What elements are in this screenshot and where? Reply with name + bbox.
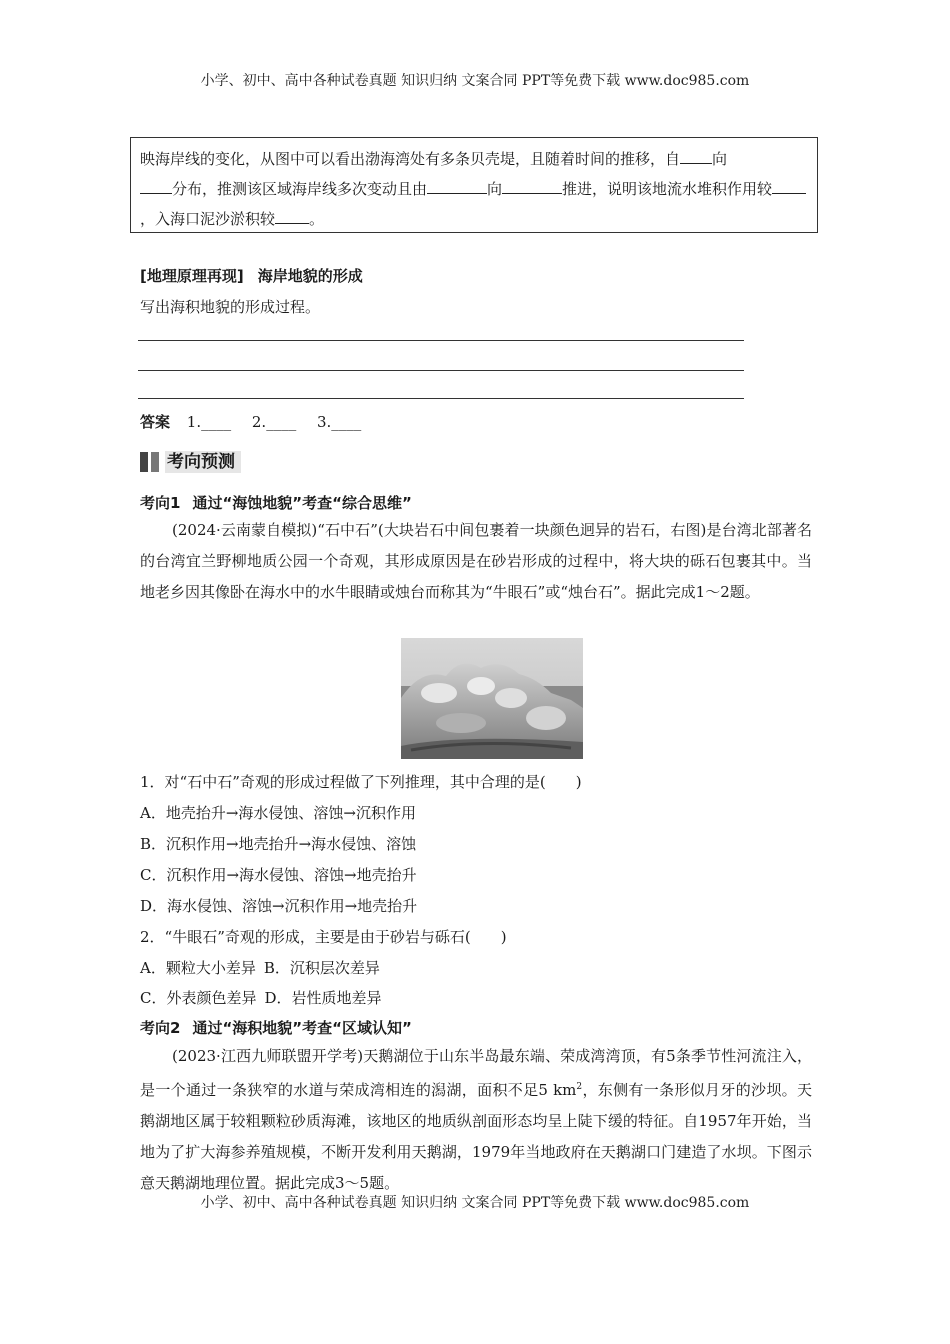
- box-text-3: 分布，推测该区域海岸线多次变动且由: [172, 180, 428, 198]
- q2-options-row-2: [140, 987, 382, 1008]
- blank[interactable]: [772, 177, 806, 194]
- kaoxiang-title: 通过“海蚀地貌”考查“综合思维”: [192, 494, 412, 512]
- answer-line[interactable]: [138, 398, 744, 399]
- box-text-4: 向: [487, 180, 503, 198]
- answer-item[interactable]: 3.____: [316, 413, 362, 431]
- box-text-2: 向: [712, 150, 728, 168]
- q2-option-c[interactable]: C．外表颜色差异: [140, 989, 257, 1007]
- box-paragraph: [140, 144, 810, 234]
- question-2: 2．“牛眼石”奇观的形成，主要是由于砂岩与砾石( ): [140, 928, 507, 946]
- answer-item[interactable]: 1.____: [186, 413, 232, 431]
- question-1: 1．对“石中石”奇观的形成过程做了下列推理，其中合理的是( ): [140, 773, 582, 791]
- answer-item[interactable]: 2.____: [251, 413, 297, 431]
- q2-options-row-1: [140, 957, 380, 978]
- superscript: 2: [576, 1082, 583, 1092]
- q2-option-d[interactable]: D．岩性质地差异: [264, 989, 382, 1007]
- answer-row: [140, 411, 377, 432]
- q2-option-a[interactable]: A．颗粒大小差异: [140, 959, 256, 977]
- box-text-1: 映海岸线的变化，从图中可以看出渤海湾处有多条贝壳堤，且随着时间的推移，自: [140, 150, 681, 168]
- page-footer: 小学、初中、高中各种试卷真题 知识归纳 文案合同 PPT等免费下载 www.doc985.com: [200, 1195, 750, 1211]
- principle-tag: [地理原理再现]: [140, 267, 244, 285]
- box-text-7: 。: [309, 210, 325, 228]
- kaoxiang-1-paragraph: (2024·云南蒙自模拟)“石中石”(大块岩石中间包裹着一块颜色迥异的岩石，右图)是台湾北部著名的台湾宜兰野柳地质公园一个奇观，其形成原因是在砂岩形成的过程中，将大块的砾石包裹其中。当地老乡因其像卧在海水中的水牛眼睛或烛台而称其为“牛眼石”或“烛台石”。据此完成1～2题。: [140, 521, 812, 601]
- kaoxiang-2-heading: [140, 1017, 412, 1038]
- kaoxiang-1-heading: [140, 492, 412, 513]
- principle-prompt: 写出海积地貌的形成过程。: [140, 298, 321, 316]
- rock-photo: [401, 638, 583, 759]
- q1-option-b[interactable]: B．沉积作用→地壳抬升→海水侵蚀、溶蚀: [140, 835, 417, 853]
- paragraph-text: (2023·江西九师联盟开学考)天鹅湖位于山东半岛最东端、荣成湾湾顶，有5条季节性河流注入，是一个通过一条狭窄的水道与荣成湾相连的潟湖，面积不足5 km: [140, 1047, 812, 1099]
- section-title: 考向预测: [165, 451, 241, 473]
- kaoxiang-2-paragraph: [140, 1041, 812, 1199]
- answer-line[interactable]: [138, 370, 744, 371]
- q1-option-a[interactable]: A．地壳抬升→海水侵蚀、溶蚀→沉积作用: [140, 804, 416, 822]
- blank[interactable]: [427, 177, 487, 194]
- principle-heading: [140, 265, 363, 286]
- blank[interactable]: [680, 147, 712, 164]
- text-box: [130, 137, 818, 233]
- paragraph-text: ，东侧有一条形似月牙的沙坝。天鹅湖地区属于较粗颗粒砂质海滩，该地区的地质纵剖面形态均呈上陡下缓的特征。自1957年开始，当地为了扩大海参养殖规模，不断开发利用天鹅湖，1979年当地政府在天鹅湖口门建造了水坝。下图示意天鹅湖地理位置。据此完成3～5题。: [140, 1081, 812, 1192]
- bar-icon: [151, 452, 159, 472]
- blank[interactable]: [502, 177, 562, 194]
- q2-option-b[interactable]: B．沉积层次差异: [263, 959, 380, 977]
- answer-line[interactable]: [138, 340, 744, 341]
- kaoxiang-label: 考向2: [140, 1019, 181, 1037]
- kaoxiang-title: 通过“海积地貌”考查“区域认知”: [192, 1019, 412, 1037]
- principle-title: 海岸地貌的形成: [257, 267, 363, 285]
- blank[interactable]: [140, 177, 172, 194]
- section-banner: [140, 451, 241, 473]
- page-header: 小学、初中、高中各种试卷真题 知识归纳 文案合同 PPT等免费下载 www.doc985.com: [200, 73, 750, 89]
- q1-option-c[interactable]: C．沉积作用→海水侵蚀、溶蚀→地壳抬升: [140, 866, 417, 884]
- blank[interactable]: [275, 207, 309, 224]
- box-text-6: ，入海口泥沙淤积较: [140, 210, 276, 228]
- bar-icon: [140, 452, 148, 472]
- kaoxiang-label: 考向1: [140, 494, 181, 512]
- q1-option-d[interactable]: D．海水侵蚀、溶蚀→沉积作用→地壳抬升: [140, 897, 418, 915]
- box-text-5: 推进，说明该地流水堆积作用较: [562, 180, 773, 198]
- answer-label: 答案: [140, 413, 171, 431]
